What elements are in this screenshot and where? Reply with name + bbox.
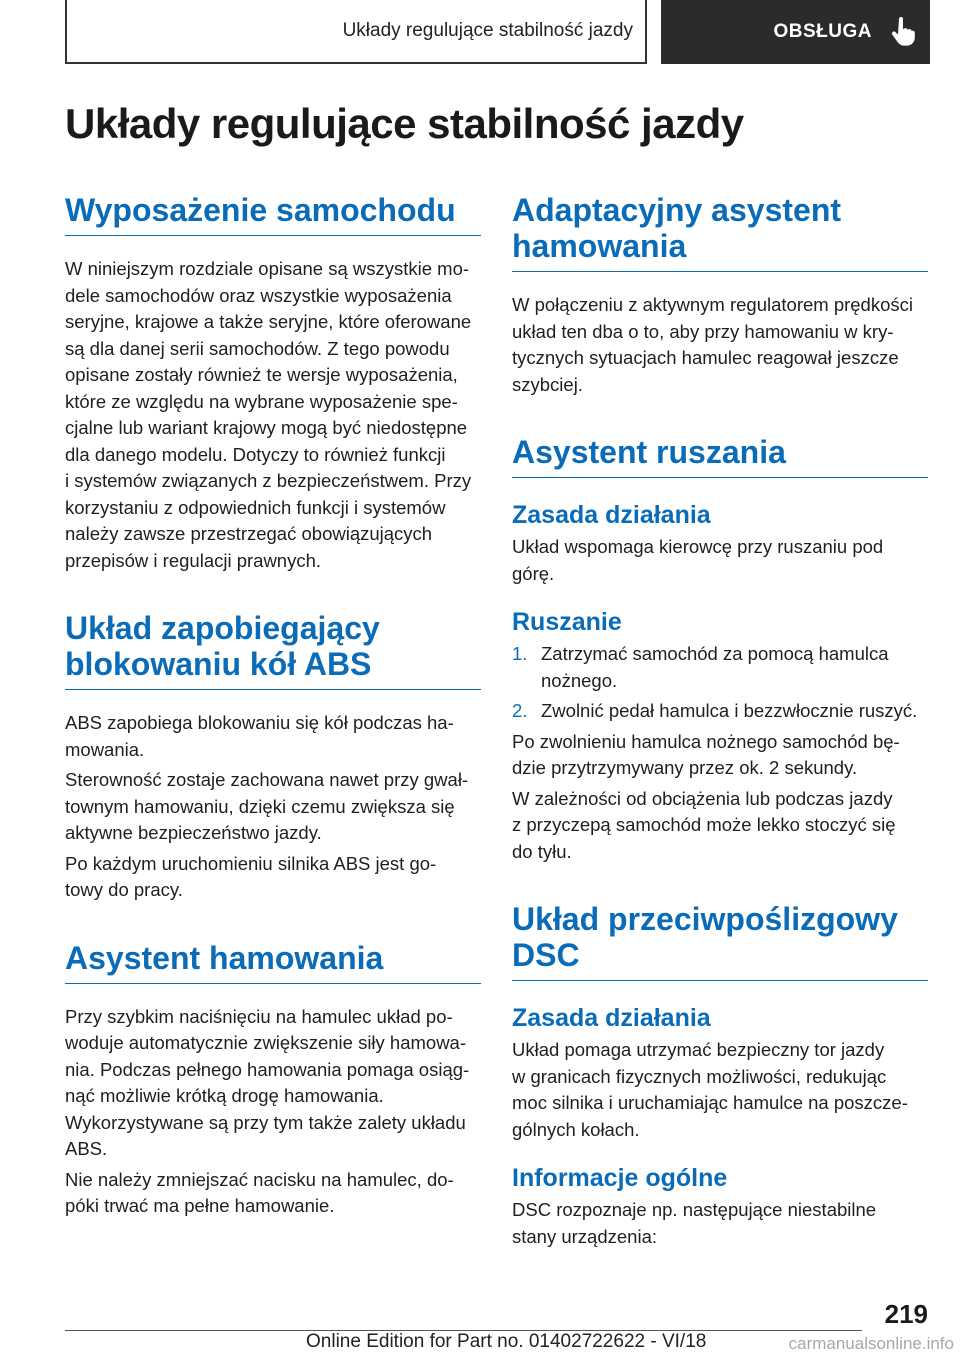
paragraph-release: Po zwolnieniu hamulca nożnego samochód bę‐ dzie przytrzymywany przez ok. 2 sekundy.	[512, 730, 900, 778]
subheading-general-info: Informacje ogólne	[512, 1164, 728, 1192]
paragraph-load: W zależności od obciążenia lub podczas jazdy z przyczepą samochód może lekko stoczyć się do tyłu.	[512, 787, 896, 862]
watermark: carmanualsonline.info	[788, 1334, 954, 1353]
paragraph-brake-1: Przy szybkim naciśnięciu na hamulec układ po‐ woduje automatycznie zwiększenie siły hamowa‐ nia. Podczas pełnego hamowania pomaga osiąg‐ nąć możliwie krótką drogę hamowania. Wykorzystywane są przy tym także zalety układu ABS.	[65, 1005, 470, 1159]
heading-dsc: Układ przeciwpoślizgowy DSC	[512, 901, 928, 981]
heading-start-assist: Asystent ruszania	[512, 434, 928, 478]
page-title: Układy regulujące stabilność jazdy	[65, 100, 744, 147]
heading-abs: Układ zapobiegający blokowaniu kół ABS	[65, 610, 481, 690]
paragraph-abs-1: ABS zapobiega blokowaniu się kół podczas ha‐ mowania.	[65, 712, 454, 760]
list-item: 2. Zwolnić pedał hamulca i bezzwłocznie ruszyć.	[512, 700, 918, 721]
steps-list	[512, 641, 928, 725]
subheading-principle-2: Zasada działania	[512, 1004, 711, 1032]
left-column	[65, 192, 481, 1220]
hand-pointer-icon	[890, 17, 916, 47]
header-chapter-title: Układy regulujące stabilność jazdy	[65, 0, 647, 64]
page-number: 219	[884, 1299, 928, 1329]
paragraph-equipment: W niniejszym rozdziale opisane są wszystkie mo‐ dele samochodów oraz wszystkie wyposażenia seryjne, krajowe a także seryjne, które oferowane są dla danej serii samochodów. Z tego powodu opisane zostały również te wersje wyposażenia, które ze względu na wybrane wyposażenie spe‐ cjalne lub wariant krajowy mogą być niedostępne dla danego modelu. Dotyczy to również funkcji i systemów związanych z bezpieczeństwem. Przy korzystaniu z odpowiednich funkcji i systemów należy zawsze przestrzegać obowiązujących przepisów i regulacji prawnych.	[65, 258, 472, 571]
paragraph-principle-2: Układ pomaga utrzymać bezpieczny tor jazdy w granicach fizycznych możliwości, redukując moc silnika i uruchamiając hamulce na poszcze‐ gólnych kołach.	[512, 1039, 908, 1140]
paragraph-adaptive: W połączeniu z aktywnym regulatorem prędkości układ ten dba o to, aby przy hamowaniu w kry‐ tycznych sytuacjach hamulec reagował jeszcze szybciej.	[512, 294, 913, 395]
footer-edition: Online Edition for Part no. 01402722622 - VI/18	[306, 1331, 707, 1352]
paragraph-brake-2: Nie należy zmniejszać nacisku na hamulec, do‐ póki trwać ma pełne hamowanie.	[65, 1168, 454, 1216]
paragraph-abs-2: Sterowność zostaje zachowana nawet przy gwał‐ townym hamowaniu, dzięki czemu zwiększa się aktywne bezpieczeństwo jazdy.	[65, 769, 469, 843]
heading-equipment: Wyposażenie samochodu	[65, 192, 481, 236]
subheading-moving-off: Ruszanie	[512, 608, 622, 636]
paragraph-general: DSC rozpoznaje np. następujące niestabilne stany urządzenia:	[512, 1199, 877, 1247]
list-item: 1. Zatrzymać samochód za pomocą hamulca nożnego.	[512, 643, 889, 691]
header-section-tab[interactable]	[661, 0, 930, 64]
header-section-label: OBSŁUGA	[773, 21, 872, 42]
right-column	[512, 192, 928, 1250]
paragraph-principle-1: Układ wspomaga kierowcę przy ruszaniu pod górę.	[512, 536, 884, 584]
paragraph-abs-3: Po każdym uruchomieniu silnika ABS jest go‐ towy do pracy.	[65, 852, 437, 900]
heading-adaptive-brake: Adaptacyjny asystent hamowania	[512, 192, 928, 272]
page-header	[65, 0, 930, 64]
heading-brake-assist: Asystent hamowania	[65, 940, 481, 984]
subheading-principle-1: Zasada działania	[512, 501, 711, 529]
